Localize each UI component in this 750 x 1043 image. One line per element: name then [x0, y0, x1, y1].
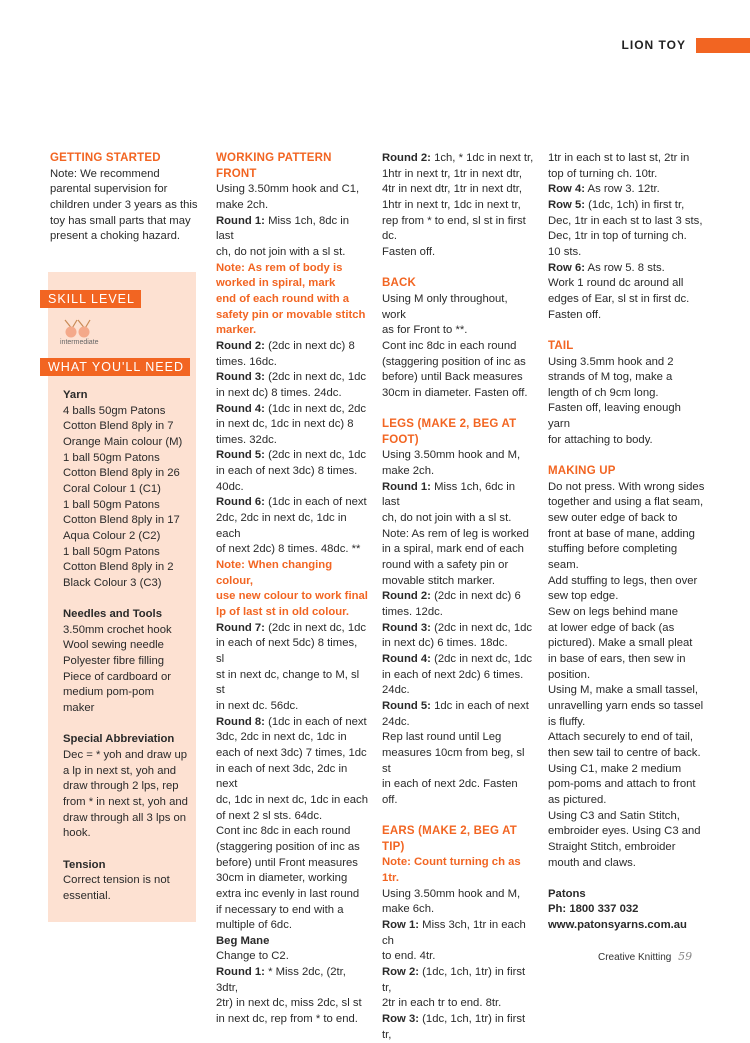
round-instruction: (1dc, 1ch, 1tr) in first tr, — [382, 1013, 526, 1041]
list-line: Cotton Blend 8ply in 17 — [63, 514, 180, 527]
pattern-line: times. 12dc. — [382, 606, 443, 618]
pattern-round — [216, 448, 368, 464]
list-line: draw through 2 lps, rep — [63, 780, 179, 793]
pattern-line: unravelling yarn ends so tassel — [548, 699, 704, 712]
page-header — [622, 37, 750, 53]
list-line: 1 ball 50gm Patons — [63, 545, 160, 558]
pattern-round — [216, 621, 368, 637]
pattern-line: in a spiral, mark end of each — [382, 543, 524, 556]
list-line: Wool sewing needle — [63, 639, 164, 652]
bold-line: Beg Mane — [216, 934, 270, 947]
section-heading: TIP) — [382, 840, 405, 853]
list-line: Piece of cardboard or — [63, 670, 172, 683]
pattern-line: 30cm in diameter. Fasten off. — [382, 386, 528, 399]
pattern-line: of next 2dc) 8 times. 48dc. ** — [216, 543, 361, 556]
list-line: Polyester fibre filling — [63, 655, 165, 668]
section-heading: BACK — [382, 277, 417, 290]
pattern-note: safety pin or movable stitch — [216, 308, 366, 321]
pattern-note: end of each round with a — [216, 292, 350, 305]
pattern-line: pictured). Make a small pleat — [548, 637, 693, 650]
pattern-round — [382, 621, 534, 637]
skill-level-caption: intermediate — [60, 339, 99, 346]
pattern-line: strands of M tog, make a — [548, 371, 673, 384]
pattern-line: Using 3.50mm hook and M, — [382, 449, 521, 462]
round-label: Row 5: — [548, 198, 586, 211]
pattern-line: in each of next 5dc) 8 times, sl — [216, 637, 358, 665]
pattern-line: in each of next 2dc) 6 times. — [382, 668, 524, 681]
pattern-round — [216, 402, 368, 418]
pattern-round — [216, 965, 368, 996]
round-label: Round 5: — [382, 699, 431, 712]
tension-list — [63, 873, 193, 904]
pattern-line: top of turning ch. 10tr. — [548, 167, 658, 180]
getting-started-line: Note: We recommend — [50, 167, 160, 180]
pattern-note: marker. — [216, 324, 257, 337]
pattern-round — [382, 480, 534, 511]
pattern-line: in each of next 3dc) 8 times. — [216, 465, 358, 478]
list-line: essential. — [63, 889, 111, 902]
round-label: Round 2: — [216, 339, 265, 352]
pattern-line: at lower edge of back (as — [548, 621, 675, 634]
round-instruction: (2dc in next dc) 8 — [264, 339, 355, 352]
pattern-line: if necessary to end with a — [216, 903, 344, 916]
pattern-line: make 6ch. — [382, 903, 435, 916]
list-line: medium pom-pom — [63, 686, 155, 699]
pattern-line: to end. 4tr. — [382, 950, 436, 963]
pattern-line: in next dc, 1dc in next dc) 8 — [216, 418, 354, 431]
page-number: 59 — [678, 950, 693, 963]
round-instruction: (2dc in next dc, 1dc — [264, 371, 367, 384]
pattern-line: st in next dc, change to M, sl st — [216, 668, 360, 697]
pattern-line: length of ch 9cm long. — [548, 386, 659, 399]
pattern-round — [382, 652, 534, 668]
round-instruction: (2dc in next dc, 1dc — [430, 652, 533, 665]
pattern-line: as for Front to **. — [382, 324, 468, 337]
round-instruction: (1dc in each of next — [264, 496, 367, 509]
pattern-round — [216, 214, 368, 245]
list-line: 3.50mm crochet hook — [63, 623, 172, 636]
pattern-line: Using M only throughout, work — [382, 292, 508, 321]
pattern-line: Straight Stitch, embroider — [548, 840, 676, 853]
section-heading: FRONT — [216, 167, 257, 180]
round-label: Round 8: — [216, 715, 265, 728]
spacer — [382, 401, 534, 417]
round-label: Round 3: — [382, 621, 431, 634]
yarn-heading: Yarn — [63, 389, 88, 401]
round-label: Row 4: — [548, 183, 586, 196]
pattern-round — [216, 339, 368, 355]
pattern-round — [216, 495, 368, 511]
pattern-line: position. — [548, 668, 591, 681]
pattern-line: embroider eyes. Using C3 and — [548, 825, 701, 838]
spacer — [548, 448, 706, 464]
pattern-line: seam. — [548, 559, 579, 572]
pattern-line: measures 10cm from beg, sl st — [382, 746, 525, 775]
list-line: Orange Main colour (M) — [63, 435, 183, 448]
spacer — [548, 871, 706, 887]
round-label: Round 4: — [216, 402, 265, 415]
round-label: Row 1: — [382, 919, 420, 932]
list-line: from * in next st, yoh and — [63, 796, 188, 809]
pattern-line: in next dc) 6 times. 18dc. — [382, 637, 508, 650]
pattern-line: make 2ch. — [382, 465, 435, 478]
list-line: Aqua Colour 2 (C2) — [63, 529, 161, 542]
round-label: Row 6: — [548, 261, 586, 274]
round-label: Round 5: — [216, 449, 265, 462]
getting-started-heading: GETTING STARTED — [50, 152, 161, 164]
pattern-line: each of next 3dc) 7 times, 1dc — [216, 746, 367, 759]
pattern-column-back-legs-ears — [382, 151, 534, 1043]
bold-line: Ph: 1800 337 032 — [548, 903, 639, 916]
round-instruction: Miss 1ch, 8dc in last — [216, 214, 350, 243]
round-instruction: (2dc in next dc, 1dc — [264, 449, 367, 462]
pattern-line: Dec, 1tr in each st to last 3 sts, — [548, 214, 703, 227]
pattern-line: 2tr in each tr to end. 8tr. — [382, 997, 502, 1010]
pattern-line: Using C3 and Satin Stitch, — [548, 809, 680, 822]
getting-started-line: present a choking hazard. — [50, 230, 180, 243]
pattern-line: as pictured. — [548, 793, 607, 806]
round-instruction: (1dc, 1ch) in first tr, — [585, 198, 685, 211]
pattern-line: of next 2 sl sts. 64dc. — [216, 809, 323, 822]
round-instruction: 1ch, * 1dc in next tr, — [430, 152, 534, 164]
tension-heading: Tension — [63, 858, 106, 871]
round-label: Row 2: — [382, 966, 420, 979]
pattern-round — [382, 965, 534, 996]
section-heading: FOOT) — [382, 433, 419, 446]
pattern-line: multiple of 6dc. — [216, 919, 292, 932]
getting-started-line: toy has small parts that may — [50, 214, 191, 227]
pattern-note: use new colour to work final — [216, 590, 368, 603]
pattern-line: Dec, 1tr in top of turning ch. — [548, 230, 687, 243]
list-line: Black Colour 3 (C3) — [63, 576, 162, 589]
pattern-line: in next dc. 56dc. — [216, 699, 299, 712]
pattern-round — [216, 370, 368, 386]
pattern-round — [382, 918, 534, 949]
list-line: maker — [63, 702, 95, 715]
list-line: 1 ball 50gm Patons — [63, 451, 160, 464]
pattern-line: then sew tail to centre of back. — [548, 746, 701, 759]
section-heading: LEGS (MAKE 2, BEG AT — [382, 418, 517, 431]
pattern-line: 10 sts. — [548, 245, 582, 258]
section-heading: TAIL — [548, 339, 574, 352]
header-accent-bar — [696, 38, 750, 53]
pattern-note: Note: Count turning ch as 1tr. — [382, 856, 521, 885]
pattern-line: 4tr in next dtr, 1tr in next dtr, — [382, 183, 523, 196]
round-instruction: As row 3. 12tr. — [585, 183, 660, 196]
bold-line: Patons — [548, 887, 586, 900]
list-line: a lp in next st, yoh and — [63, 764, 177, 777]
list-line: Cotton Blend 8ply in 26 — [63, 467, 180, 480]
tools-list — [63, 623, 193, 717]
pattern-line: pom-poms and attach to front — [548, 778, 696, 791]
list-line: Dec = * yoh and draw up — [63, 749, 188, 762]
round-label: Round 7: — [216, 621, 265, 634]
pattern-line: 1htr in next tr, 1tr in next dtr, — [382, 167, 523, 180]
pattern-line: Cont inc 8dc in each round — [382, 339, 517, 352]
magazine-name: Creative Knitting — [598, 952, 672, 963]
pattern-line: Change to C2. — [216, 950, 289, 963]
pattern-line: in each of next 2dc. Fasten off. — [382, 778, 518, 806]
pattern-line: make 2ch. — [216, 198, 269, 211]
pattern-line: movable stitch marker. — [382, 574, 496, 587]
pattern-note: worked in spiral, mark — [216, 277, 336, 290]
pattern-round — [548, 261, 706, 277]
pattern-line: 40dc. — [216, 480, 244, 493]
round-label: Round 6: — [216, 496, 265, 509]
pattern-line: sew outer edge of back to — [548, 512, 678, 525]
yarn-list — [63, 404, 193, 592]
list-line: 4 balls 50gm Patons — [63, 404, 166, 417]
round-label: Round 1: — [382, 480, 431, 493]
round-label: Round 3: — [216, 371, 265, 384]
pattern-line: extra inc evenly in last round — [216, 887, 360, 900]
round-label: Round 2: — [382, 590, 431, 603]
skill-level-label: SKILL LEVEL — [44, 290, 141, 308]
pattern-round — [382, 1012, 534, 1043]
pattern-line: Using 3.5mm hook and 2 — [548, 355, 674, 368]
pattern-line: ch, do not join with a sl st. — [382, 512, 512, 525]
round-instruction: Miss 1ch, 6dc in last — [382, 480, 516, 509]
pattern-line: Add stuffing to legs, then over — [548, 574, 698, 587]
page-title: LION TOY — [621, 38, 686, 52]
round-instruction: Miss 3ch, 1tr in each ch — [382, 919, 526, 947]
pattern-line: 24dc. — [382, 715, 410, 728]
tools-heading: Needles and Tools — [63, 608, 162, 621]
round-label: Round 1: — [216, 214, 265, 227]
round-instruction: As row 5. 8 sts. — [585, 261, 665, 274]
pattern-line: Fasten off, leaving enough yarn — [548, 402, 681, 431]
pattern-line: Fasten off. — [548, 308, 602, 321]
pattern-line: in each of next 3dc, 2dc in next — [216, 762, 348, 791]
section-heading: EARS (MAKE 2, BEG AT — [382, 825, 517, 838]
getting-started-section — [50, 151, 200, 245]
spacer — [382, 809, 534, 825]
round-label: Round 1: — [216, 966, 265, 979]
pattern-round — [382, 151, 534, 167]
list-line: draw through all 3 lps on — [63, 811, 187, 824]
pattern-line: is fluffy. — [548, 715, 586, 728]
getting-started-line: parental supervision for — [50, 183, 168, 196]
pattern-line: sew top edge. — [548, 590, 619, 603]
round-label: Round 2: — [382, 152, 431, 164]
pattern-line: 30cm in diameter, working — [216, 872, 348, 885]
pattern-note: Note: When changing colour, — [216, 559, 333, 587]
pattern-line: for attaching to body. — [548, 433, 653, 446]
getting-started-line: children under 3 years as this — [50, 198, 198, 211]
pattern-line: in next dc, rep from * to end. — [216, 1013, 358, 1026]
round-label: Row 3: — [382, 1013, 420, 1026]
pattern-line: 2tr) in next dc, miss 2dc, sl st — [216, 997, 362, 1010]
round-instruction: 1dc in each of next — [430, 699, 529, 712]
pattern-line: Note: As rem of leg is worked — [382, 527, 529, 540]
pattern-line: Using M, make a small tassel, — [548, 684, 699, 697]
round-instruction: (2dc in next dc, 1dc — [430, 621, 533, 634]
pattern-line: 1htr in next tr, 1dc in next tr, — [382, 198, 521, 211]
section-heading: WORKING PATTERN — [216, 152, 332, 164]
page-footer — [598, 950, 692, 963]
pattern-line: in base of ears, then sew in — [548, 652, 686, 665]
pattern-line: Cont inc 8dc in each round — [216, 825, 351, 838]
pattern-line: rep from * to end, sl st in first — [382, 214, 526, 227]
pattern-note: lp of last st in old colour. — [216, 606, 350, 619]
round-instruction: (1dc in next dc, 2dc — [264, 402, 367, 415]
pattern-round — [382, 699, 534, 715]
pattern-round — [548, 182, 706, 198]
pattern-line: round with a safety pin or — [382, 559, 509, 572]
pattern-line: edges of Ear, sl st in first dc. — [548, 292, 690, 305]
pattern-line: times. 32dc. — [216, 433, 277, 446]
pattern-line: 1tr in each st to last st, 2tr in — [548, 152, 690, 164]
list-line: 1 ball 50gm Patons — [63, 498, 160, 511]
round-instruction: (2dc in next dc) 6 — [430, 590, 521, 603]
pattern-line: in next dc) 8 times. 24dc. — [216, 386, 342, 399]
materials-list — [63, 388, 193, 905]
pattern-line: Using 3.50mm hook and M, — [382, 887, 521, 900]
pattern-round — [382, 589, 534, 605]
pattern-line: ch, do not join with a sl st. — [216, 245, 346, 258]
pattern-line: before) until Front measures — [216, 856, 358, 869]
section-heading: MAKING UP — [548, 465, 616, 478]
what-you-need-label: WHAT YOU'LL NEED — [44, 358, 190, 376]
list-line: Cotton Blend 8ply in 2 — [63, 561, 174, 574]
pattern-note: Note: As rem of body is — [216, 261, 343, 274]
pattern-round — [216, 715, 368, 731]
pattern-line: (staggering position of inc as — [382, 355, 526, 368]
pattern-line: Fasten off. — [382, 245, 436, 258]
bold-line: www.patonsyarns.com.au — [548, 919, 687, 932]
abbreviation-heading: Special Abbreviation — [63, 733, 175, 746]
abbreviation-list — [63, 748, 193, 842]
pattern-line: mouth and claws. — [548, 856, 636, 869]
pattern-line: Attach securely to end of tail, — [548, 731, 694, 744]
pattern-line: 2dc, 2dc in next dc, 1dc in each — [216, 512, 347, 540]
pattern-line: (staggering position of inc as — [216, 840, 360, 853]
pattern-line: Work 1 round dc around all — [548, 277, 684, 290]
pattern-line: dc, 1dc in next dc, 1dc in each — [216, 793, 368, 806]
pattern-line: Using C1, make 2 medium — [548, 762, 682, 775]
pattern-column-tail-making-up — [548, 151, 706, 934]
pattern-line: Using 3.50mm hook and C1, — [216, 183, 360, 196]
pattern-line: Rep last round until Leg — [382, 731, 502, 744]
pattern-column-front — [216, 151, 368, 1028]
round-instruction: (2dc in next dc, 1dc — [264, 621, 367, 634]
pattern-line: Do not press. With wrong sides — [548, 480, 705, 493]
list-line: Cotton Blend 8ply in 7 — [63, 420, 174, 433]
list-line: Coral Colour 1 (C1) — [63, 482, 161, 495]
pattern-line: times. 16dc. — [216, 355, 277, 368]
pattern-round — [548, 198, 706, 214]
round-instruction: (1dc in each of next — [264, 715, 367, 728]
pattern-line: before) until Back measures — [382, 371, 523, 384]
spacer — [382, 261, 534, 277]
round-instruction: * Miss 2dc, (2tr, 3dtr, — [216, 966, 346, 994]
pattern-line: Sew on legs behind mane — [548, 606, 679, 618]
pattern-line: dc. — [382, 230, 398, 243]
spacer — [548, 323, 706, 339]
list-line: Correct tension is not — [63, 874, 170, 887]
round-label: Round 4: — [382, 652, 431, 665]
pattern-line: 3dc, 2dc in next dc, 1dc in — [216, 731, 347, 744]
pattern-line: front at base of mane, adding — [548, 527, 695, 540]
round-instruction: (1dc, 1ch, 1tr) in first tr, — [382, 966, 526, 994]
pattern-line: together and using a flat seam, — [548, 496, 704, 509]
list-line: hook. — [63, 827, 91, 840]
pattern-line: 24dc. — [382, 684, 410, 697]
pattern-line: stuffing before completing — [548, 543, 678, 556]
